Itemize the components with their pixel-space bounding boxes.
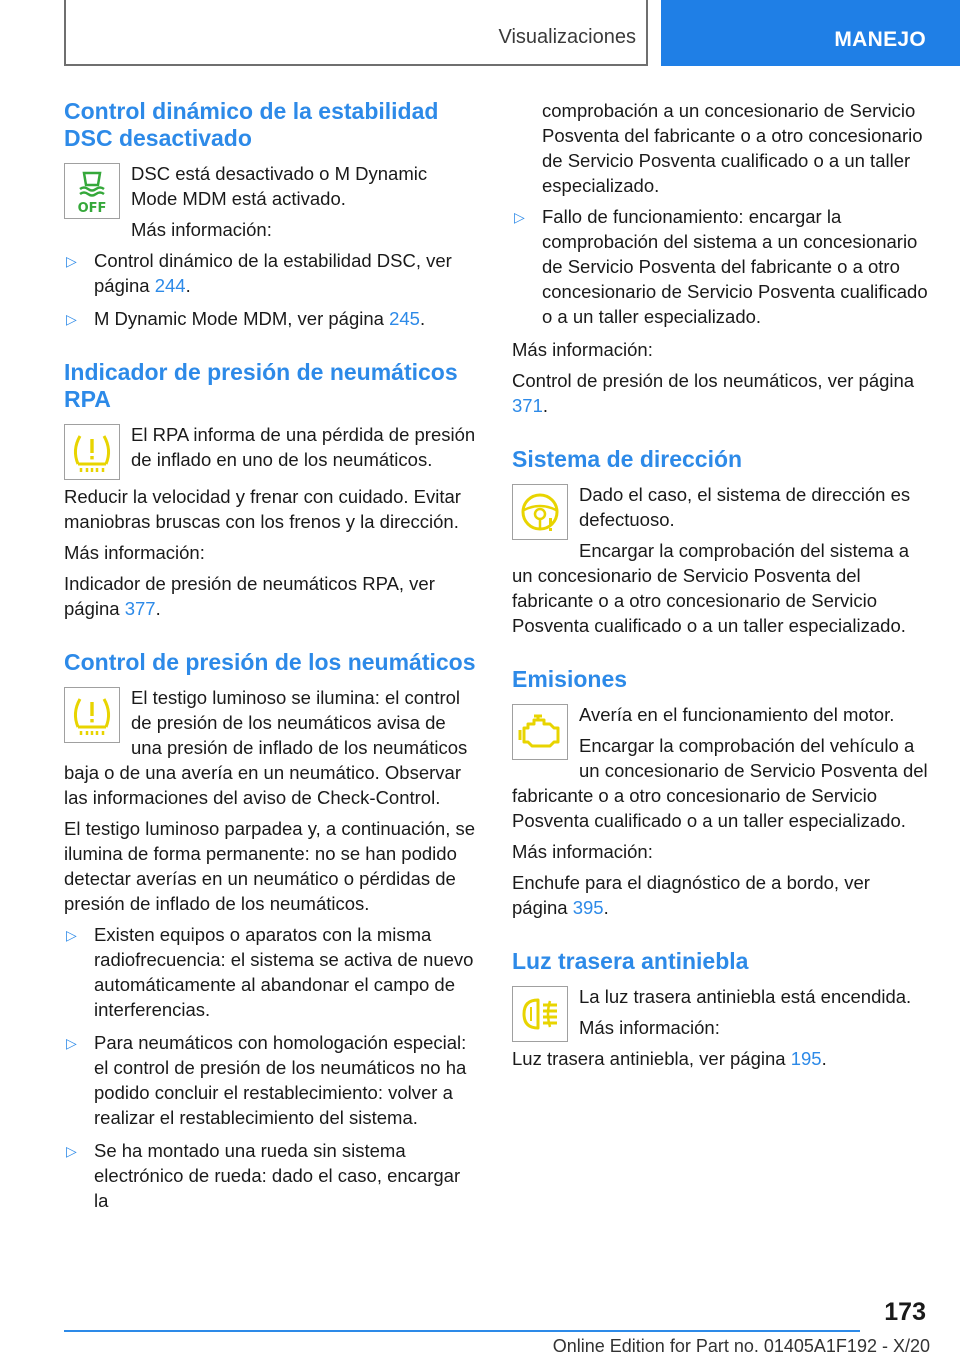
emissions-text-2: Encargar la comprobación del vehículo a un concesionario de Servicio Posventa del fabricante o a otro concesionario de Servicio Posventa cualificado o a un taller especializado. bbox=[512, 735, 928, 831]
page-link-195[interactable]: 195 bbox=[790, 1048, 822, 1069]
tpc-ref: Control de presión de los neumáticos, ver página 371. bbox=[512, 370, 915, 416]
rpa-text-4: Indicador de presión de neumáticos RPA, ver página 377. bbox=[64, 573, 435, 619]
emissions-heading: Emisiones bbox=[512, 666, 628, 692]
triangle-bullet-icon: ▷ bbox=[66, 1143, 77, 1159]
dsc-heading: Control dinámico de la estabilidad DSC desactivado bbox=[64, 98, 439, 151]
right-column bbox=[512, 98, 928, 1077]
tire-pressure-warning-icon bbox=[64, 424, 120, 480]
steering-block bbox=[512, 482, 928, 638]
page-link-371[interactable]: 371 bbox=[512, 395, 543, 416]
footer-rule bbox=[64, 1330, 860, 1332]
rpa-text-2: Reducir la velocidad y frenar con cuidado. Evitar maniobras bruscas con los frenos y la dirección. bbox=[64, 486, 461, 532]
triangle-bullet-icon: ▷ bbox=[514, 209, 525, 225]
tpc-text-2: El testigo luminoso parpadea y, a continuación, se ilumina de forma permanente: no se han podido detectar averías en un neumático o pérdidas de presión de inflado de los neumáticos. bbox=[64, 818, 476, 914]
tpc-list-continued bbox=[512, 204, 928, 329]
tpc-heading: Control de presión de los neumáticos bbox=[64, 649, 476, 675]
header-bottom-rule bbox=[64, 64, 648, 66]
emissions-text-3: Más información: bbox=[512, 841, 653, 862]
rpa-text-1: El RPA informa de una pérdida de presión de inflado en uno de los neumáticos. bbox=[131, 424, 476, 470]
steering-heading: Sistema de dirección bbox=[512, 446, 743, 472]
list-item: ▷ Fallo de funcionamiento: encargar la comprobación del sistema a un concesionario de Servicio Posventa del fabricante o a otro concesionario de Servicio Posventa cualificado o a un taller especializado. bbox=[514, 206, 928, 327]
emissions-block bbox=[512, 702, 928, 833]
steering-text-1: Dado el caso, el sistema de dirección es defectuoso. bbox=[579, 484, 911, 530]
page-link-377[interactable]: 377 bbox=[124, 598, 156, 619]
triangle-bullet-icon: ▷ bbox=[66, 1035, 77, 1051]
list-item: ▷ Se ha montado una rueda sin sistema electrónico de rueda: dado el caso, encargar la bbox=[66, 1140, 461, 1211]
check-engine-icon bbox=[512, 704, 568, 760]
rear-fog-light-icon bbox=[512, 986, 568, 1042]
footer-edition: Online Edition for Part no. 01405A1F192 - X/20 bbox=[552, 1336, 930, 1356]
dsc-block bbox=[64, 161, 476, 248]
tpc-continuation bbox=[512, 98, 928, 198]
fog-text-2: Más información: bbox=[579, 1017, 720, 1038]
fog-heading: Luz trasera antiniebla bbox=[512, 948, 749, 974]
page-number: 173 bbox=[884, 1298, 926, 1326]
page-link-244[interactable]: 244 bbox=[154, 275, 186, 296]
dsc-text-1: DSC está desactivado o M Dynamic Mode MDM está activado. bbox=[131, 163, 428, 209]
header-section-title: Visualizaciones bbox=[498, 26, 636, 48]
left-column bbox=[64, 98, 476, 1221]
tpc-continuation-text: comprobación a un concesionario de Servicio Posventa del fabricante o a otro concesionario de Servicio Posventa cualificado o a un taller especializado. bbox=[542, 100, 923, 196]
emissions-text-4: Enchufe para el diagnóstico de a bordo, ver página 395. bbox=[512, 872, 870, 918]
page-header bbox=[0, 0, 960, 66]
dsc-text-2: Más información: bbox=[131, 219, 272, 240]
steering-warning-icon bbox=[512, 484, 568, 540]
svg-text:OFF: OFF bbox=[77, 201, 107, 215]
header-chapter-tab[interactable]: MANEJO bbox=[661, 0, 960, 66]
tpc-more-info: Más información: bbox=[512, 339, 653, 360]
list-item: ▷ Control dinámico de la estabilidad DSC, ver página 244. bbox=[66, 250, 452, 296]
tpc-list bbox=[64, 922, 476, 1213]
rpa-text-3: Más información: bbox=[64, 542, 205, 563]
list-item: ▷ Para neumáticos con homologación especial: el control de presión de los neumáticos no ha podido concluir el restablecimiento: volver a realizar el restablecimiento del sistema. bbox=[66, 1032, 467, 1128]
fog-block bbox=[512, 984, 928, 1071]
page-link-395[interactable]: 395 bbox=[572, 897, 604, 918]
header-right-rule bbox=[646, 0, 648, 66]
fog-text-3: Luz trasera antiniebla, ver página 195. bbox=[512, 1048, 827, 1069]
page-link-245[interactable]: 245 bbox=[389, 308, 420, 329]
triangle-bullet-icon: ▷ bbox=[66, 253, 77, 269]
dsc-off-icon bbox=[64, 163, 120, 219]
dsc-list bbox=[64, 248, 476, 331]
triangle-bullet-icon: ▷ bbox=[66, 311, 77, 327]
tpc-block bbox=[64, 685, 476, 810]
triangle-bullet-icon: ▷ bbox=[66, 927, 77, 943]
tire-pressure-warning-icon bbox=[64, 687, 120, 743]
list-item: ▷ Existen equipos o aparatos con la misma radiofrecuencia: el sistema se activa de nuevo automáticamente al abandonar el campo de interferencias. bbox=[66, 924, 474, 1020]
fog-text-1: La luz trasera antiniebla está encendida. bbox=[579, 986, 912, 1007]
steering-text-2: Encargar la comprobación del sistema a un concesionario de Servicio Posventa del fabricante o a otro concesionario de Servicio Posventa cualificado o a un taller especializado. bbox=[512, 540, 910, 636]
rpa-block bbox=[64, 422, 476, 484]
emissions-text-1: Avería en el funcionamiento del motor. bbox=[579, 704, 895, 725]
tpc-text-1: El testigo luminoso se ilumina: el control de presión de los neumáticos avisa de una presión de inflado de los neumáticos baja o de una avería en un neumático. Observar las informaciones del aviso de Check-Control. bbox=[64, 687, 468, 808]
rpa-heading: Indicador de presión de neumáticos RPA bbox=[64, 359, 458, 412]
list-item: ▷ M Dynamic Mode MDM, ver página 245. bbox=[64, 306, 476, 331]
